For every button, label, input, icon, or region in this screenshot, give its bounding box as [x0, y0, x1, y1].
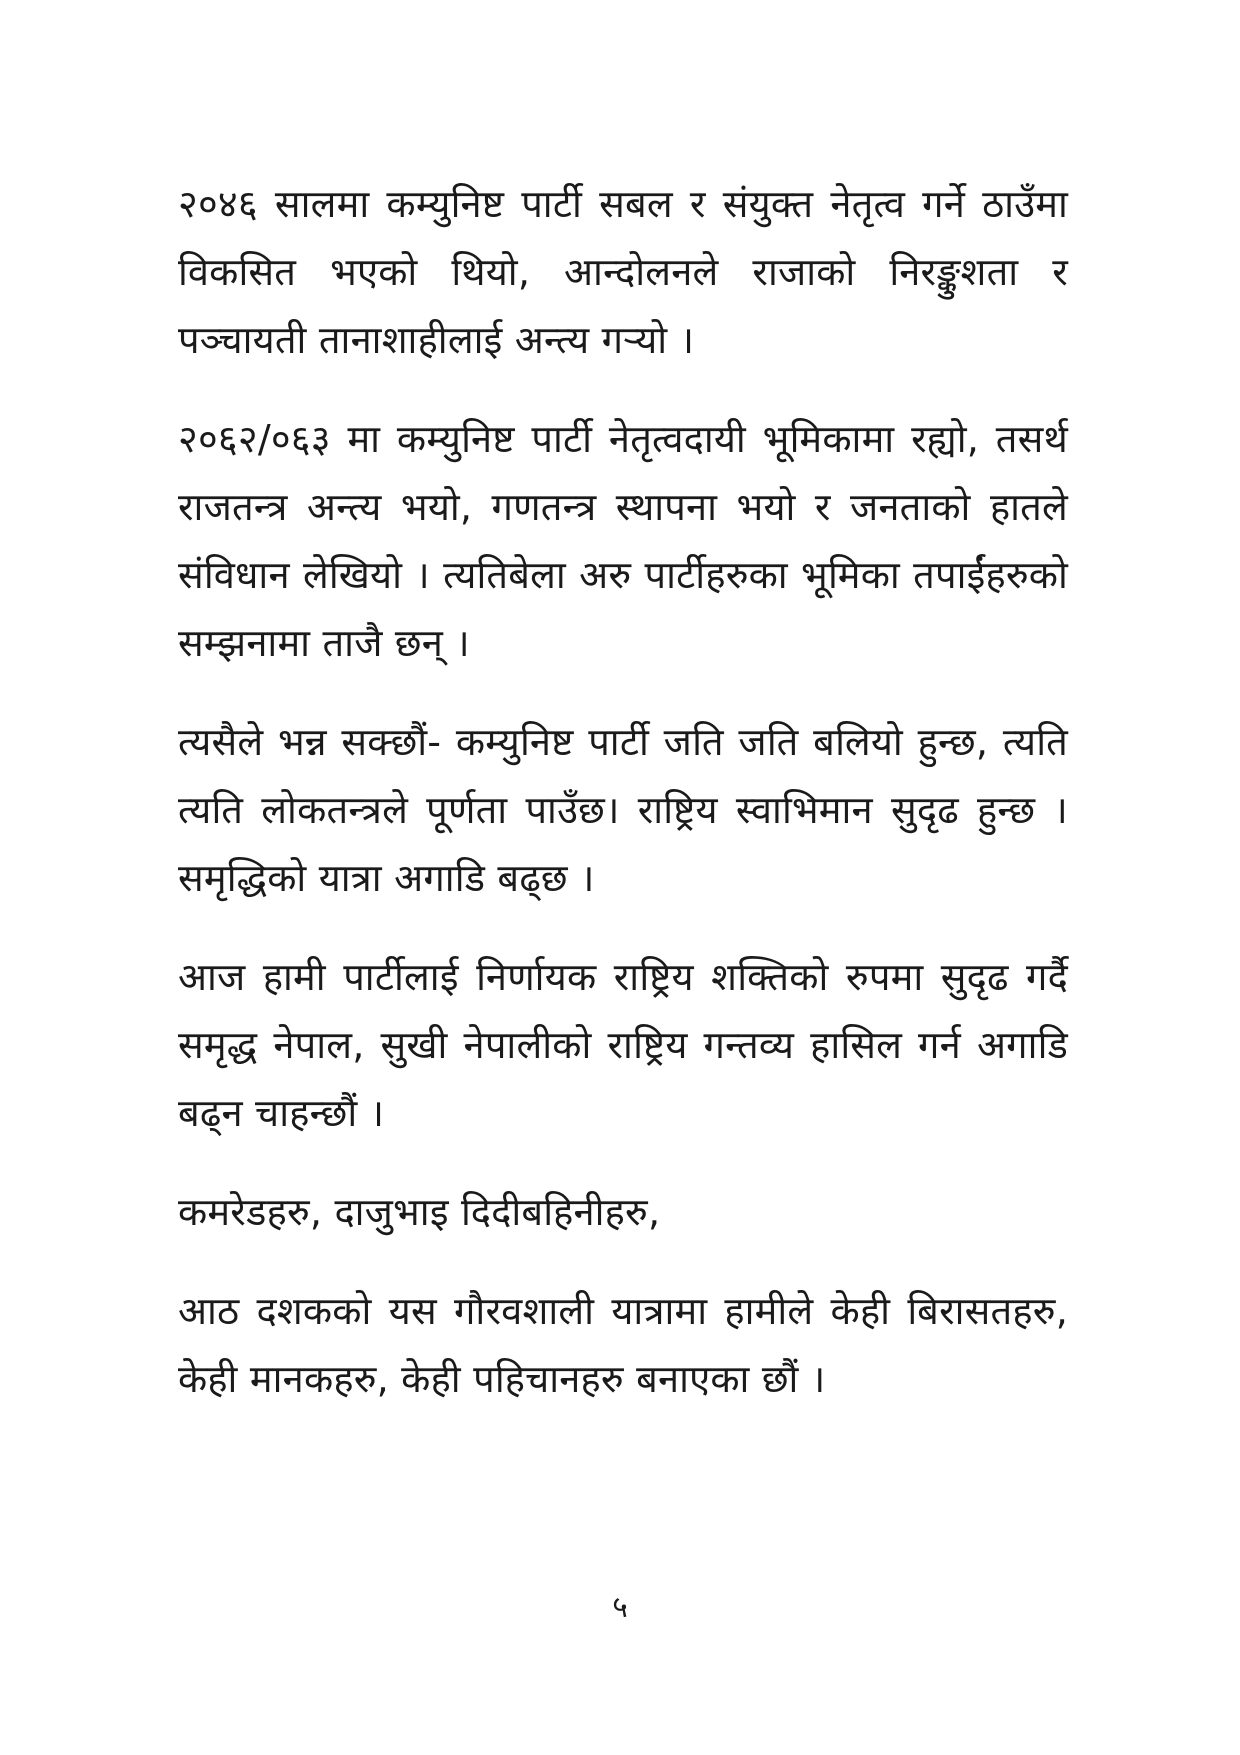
- paragraph-salutation: कमरेडहरु, दाजुभाइ दिदीबहिनीहरु,: [178, 1190, 661, 1234]
- paragraph-2062-063: २०६२/०६३ मा कम्युनिष्ट पार्टी नेतृत्वदायी भूमिकामा रह्यो, तसर्थ राजतन्त्र अन्त्य भयो, गणतन्त्र स्थापना भयो र जनताको हातले संविधान लेखियो । त्यतिबेला अरु पार्टीहरुका भूमिका तपाईंहरुको सम्झनामा ताजै छन् ।: [178, 417, 1068, 665]
- paragraph-communist-party-2046: २०४६ सालमा कम्युनिष्ट पार्टी सबल र संयुक्त नेतृत्व गर्ने ठाउँमा विकसित भएको थियो, आन्दोलनले राजाको निरङ्कुशता र पञ्चायती तानाशाहीलाई अन्त्य गऱ्यो ।: [178, 182, 1068, 362]
- page-number: ५: [612, 1590, 628, 1625]
- paragraph-prosperous-nepal: आज हामी पार्टीलाई निर्णायक राष्ट्रिय शक्तिको रुपमा सुदृढ गर्दै समृद्ध नेपाल, सुखी नेपालीको राष्ट्रिय गन्तव्य हासिल गर्न अगाडि बढ्न चाहन्छौं ।: [178, 955, 1068, 1135]
- paragraph-democracy-strength: त्यसैले भन्न सक्छौं- कम्युनिष्ट पार्टी जति जति बलियो हुन्छ, त्यति त्यति लोकतन्त्रले पूर्णता पाउँछ। राष्ट्रिय स्वाभिमान सुदृढ हुन्छ । समृद्धिको यात्रा अगाडि बढ्छ ।: [178, 720, 1068, 900]
- paragraph-eight-decades: आठ दशकको यस गौरवशाली यात्रामा हामीले केही बिरासतहरु, केही मानकहरु, केही पहिचानहरु बनाएका छौं ।: [178, 1289, 1068, 1401]
- document-body: [178, 170, 1068, 1444]
